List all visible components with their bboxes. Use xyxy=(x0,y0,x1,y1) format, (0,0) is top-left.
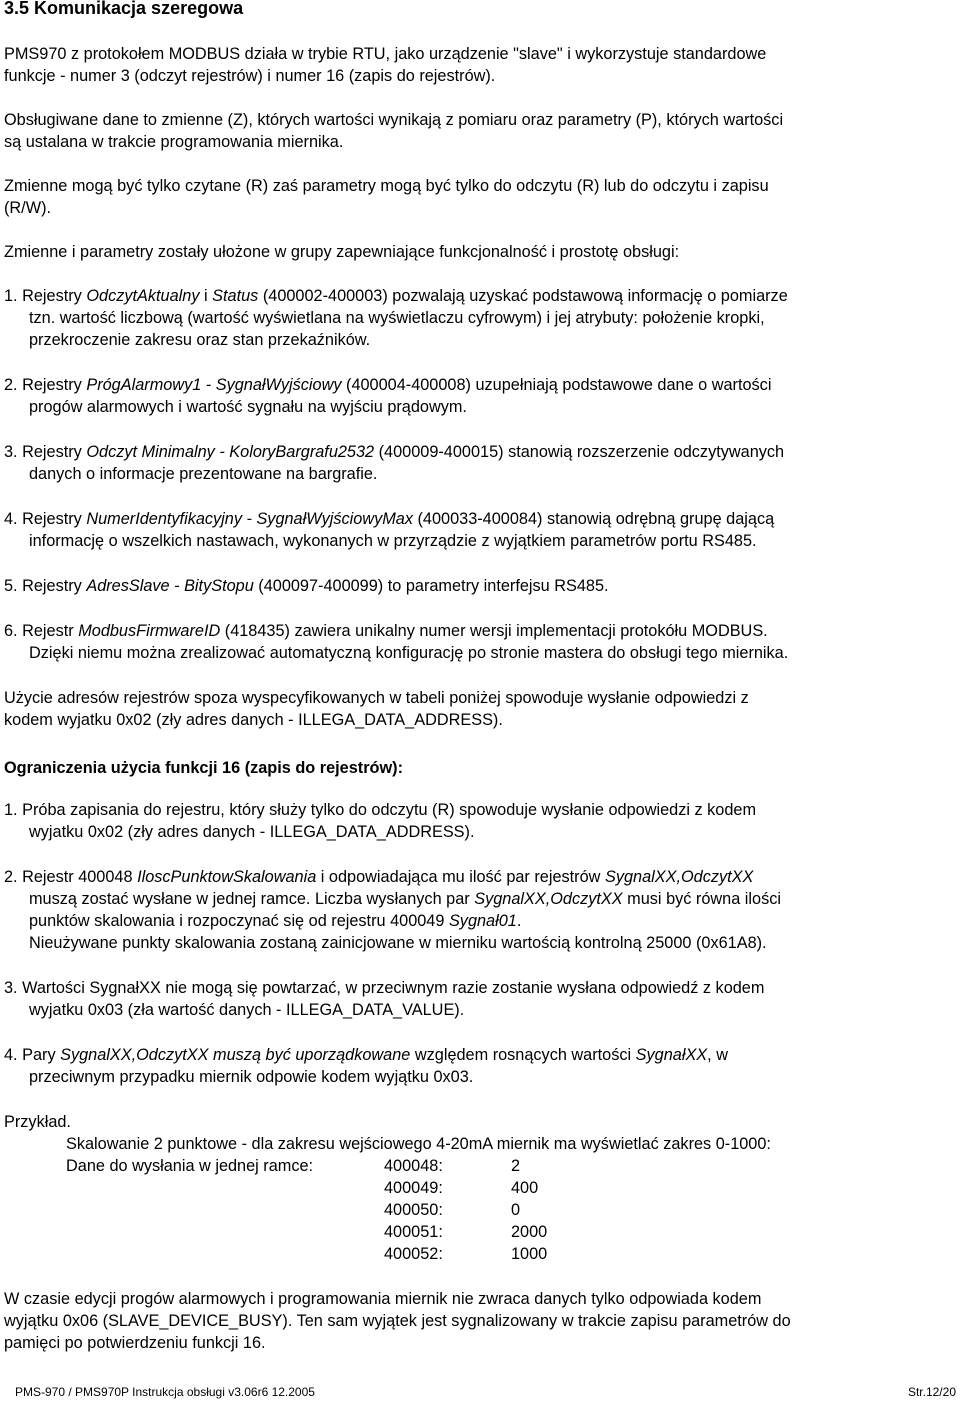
group-5-line1: 5. Rejestry AdresSlave - BityStopu (400097-400099) to parametry interfejsu RS485. xyxy=(4,577,609,595)
group-3-line1: 3. Rejestry Odczyt Minimalny - KoloryBargrafu2532 (400009-400015) stanowią rozszerzenie odczytywanych xyxy=(4,443,785,461)
example-title: Przykład. xyxy=(4,1113,71,1131)
example-line1: Skalowanie 2 punktowe - dla zakresu wejściowego 4-20mA miernik ma wyświetlać zakres 0-1000: xyxy=(66,1135,771,1153)
example-register-addr: 400050: xyxy=(384,1201,443,1219)
example-register-value: 0 xyxy=(511,1201,521,1219)
section-title: 3.5 Komunikacja szeregowa xyxy=(4,0,244,18)
restriction-2-line2: muszą zostać wysłane w jednej ramce. Liczba wysłanych par SygnalXX,OdczytXX musi być równa ilości xyxy=(29,890,781,908)
intro-p2-line1: Obsługiwane dane to zmienne (Z), których wartości wynikają z pomiaru oraz parametry (P), których wartości xyxy=(4,111,784,129)
intro-p2-line2: są ustalana w trakcie programowania miernika. xyxy=(4,133,344,151)
example-register-value: 2000 xyxy=(511,1223,548,1241)
group-3-line2: danych o informacje prezentowane na bargrafie. xyxy=(29,465,378,483)
restriction-4-line1: 4. Pary SygnalXX,OdczytXX muszą być uporządkowane względem rosnących wartości SygnałXX, w xyxy=(4,1046,728,1064)
group-4-line2: informację o wszelkich nastawach, wykonanych w przyrządzie z wyjątkiem parametrów portu RS485. xyxy=(29,532,757,550)
group-4-line1: 4. Rejestry NumerIdentyfikacyjny - SygnałWyjściowyMax (400033-400084) stanowią odrębną grupę dającą xyxy=(4,510,775,528)
restrictions-heading: Ograniczenia użycia funkcji 16 (zapis do rejestrów): xyxy=(4,759,404,777)
intro-p1-line2: funkcje - numer 3 (odczyt rejestrów) i numer 16 (zapis do rejestrów). xyxy=(4,67,496,85)
group-6-line1: 6. Rejestr ModbusFirmwareID (418435) zawiera unikalny numer wersji implementacji protokółu MODBUS. xyxy=(4,622,768,640)
group-1-line2: tzn. wartość liczbową (wartość wyświetlana na wyświetlaczu cyfrowym) i jej atrybuty: położenie kropki, xyxy=(29,309,765,327)
intro-p3-line1: Zmienne mogą być tylko czytane (R) zaś parametry mogą być tylko do odczytu (R) lub do odczytu i zapisu xyxy=(4,177,769,195)
group-2-line2: progów alarmowych i wartość sygnału na wyjściu prądowym. xyxy=(29,398,467,416)
example-register-value: 1000 xyxy=(511,1245,548,1263)
intro-p3-line2: (R/W). xyxy=(4,199,52,217)
restriction-1-line2: wyjatku 0x02 (zły adres danych - ILLEGA_DATA_ADDRESS). xyxy=(29,823,475,841)
group-6-line2: Dzięki niemu można zrealizować automatyczną konfigurację po stronie mastera do obsługi tego miernika. xyxy=(29,644,789,662)
footer-page-number: Str.12/20 xyxy=(907,1385,956,1399)
address-note-line1: Użycie adresów rejestrów spoza wyspecyfikowanych w tabeli poniżej spowoduje wysłanie odpowiedzi z xyxy=(4,689,749,707)
example-register-value: 400 xyxy=(511,1179,539,1197)
group-1-line1: 1. Rejestry OdczytAktualny i Status (400002-400003) pozwalają uzyskać podstawową informację o pomiarze xyxy=(4,287,788,305)
restriction-2-line3: punktów skalowania i rozpoczynać się od rejestru 400049 Sygnał01. xyxy=(29,912,522,930)
busy-note-line2: wyjątku 0x06 (SLAVE_DEVICE_BUSY). Ten sam wyjątek jest sygnalizowany w trakcie zapisu parametrów do xyxy=(4,1312,791,1330)
restriction-1-line1: 1. Próba zapisania do rejestru, który służy tylko do odczytu (R) spowoduje wysłanie odpowiedzi z kodem xyxy=(4,801,757,819)
intro-p1-line1: PMS970 z protokołem MODBUS działa w trybie RTU, jako urządzenie "slave" i wykorzystuje standardowe xyxy=(4,45,767,63)
group-1-line3: przekroczenie zakresu oraz stan przekaźników. xyxy=(29,331,371,349)
example-line2: Dane do wysłania w jednej ramce: xyxy=(66,1157,314,1175)
example-register-addr: 400049: xyxy=(384,1179,443,1197)
restriction-3-line2: wyjatku 0x03 (zła wartość danych - ILLEGA_DATA_VALUE). xyxy=(29,1001,465,1019)
restriction-2-line1: 2. Rejestr 400048 IloscPunktowSkalowania i odpowiadająca mu ilość par rejestrów SygnalXX,OdczytXX xyxy=(4,868,754,886)
busy-note-line1: W czasie edycji progów alarmowych i programowania miernik nie zwraca danych tylko odpowiada kodem xyxy=(4,1290,762,1308)
intro-p4: Zmienne i parametry zostały ułożone w grupy zapewniające funkcjonalność i prostotę obsługi: xyxy=(4,243,680,261)
example-register-value: 2 xyxy=(511,1157,521,1175)
restriction-4-line2: przeciwnym przypadku miernik odpowie kodem wyjątku 0x03. xyxy=(29,1068,474,1086)
restriction-3-line1: 3. Wartości SygnałXX nie mogą się powtarzać, w przeciwnym razie zostanie wysłana odpowiedź z kodem xyxy=(4,979,765,997)
busy-note-line3: pamięci po potwierdzeniu funkcji 16. xyxy=(4,1334,266,1352)
example-register-addr: 400051: xyxy=(384,1223,443,1241)
restriction-2-line4: Nieużywane punkty skalowania zostaną zainicjowane w mierniku wartością kontrolną 25000 (0x61A8). xyxy=(29,934,767,952)
example-register-addr: 400052: xyxy=(384,1245,443,1263)
address-note-line2: kodem wyjatku 0x02 (zły adres danych - ILLEGA_DATA_ADDRESS). xyxy=(4,711,503,729)
group-2-line1: 2. Rejestry PrógAlarmowy1 - SygnałWyjściowy (400004-400008) uzupełniają podstawowe dane o wartości xyxy=(4,376,772,394)
example-register-addr: 400048: xyxy=(384,1157,443,1175)
footer-document-info: PMS-970 / PMS970P Instrukcja obsługi v3.06r6 12.2005 xyxy=(15,1385,315,1399)
